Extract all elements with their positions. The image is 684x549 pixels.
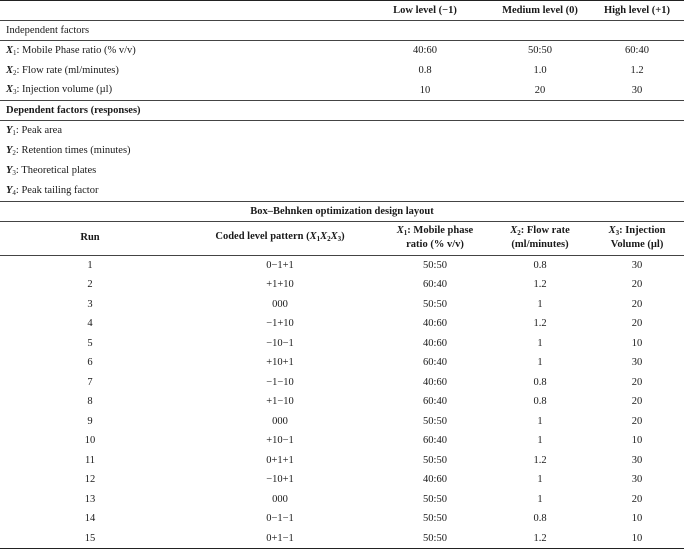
factor-text: : Mobile Phase ratio (% v/v) <box>17 45 136 56</box>
factor-medium: 1.0 <box>490 61 590 81</box>
injection-header <box>590 221 684 255</box>
col-medium-header: Medium level (0) <box>490 1 590 21</box>
injection-cell: 20 <box>590 392 684 412</box>
dependent-title: Dependent factors (responses) <box>0 101 684 121</box>
injection-cell: 30 <box>590 451 684 471</box>
run-cell: 13 <box>0 490 180 510</box>
pattern-cell: +10−1 <box>180 431 380 451</box>
flow-cell: 0.8 <box>490 392 590 412</box>
coded-x3: X <box>331 231 338 242</box>
response-var: Y <box>6 185 12 196</box>
mobile-cell: 50:50 <box>380 529 490 549</box>
flow-cell: 1 <box>490 490 590 510</box>
flow-cell: 1 <box>490 334 590 354</box>
injection-cell: 30 <box>590 470 684 490</box>
mobile-cell: 50:50 <box>380 412 490 432</box>
table-row <box>0 529 684 549</box>
mobile-cell: 50:50 <box>380 490 490 510</box>
run-cell: 3 <box>0 295 180 315</box>
pattern-cell: 0+1−1 <box>180 529 380 549</box>
bbd-title-row <box>0 201 684 221</box>
run-cell: 10 <box>0 431 180 451</box>
coded-x1: X <box>310 231 317 242</box>
table-row <box>0 353 684 373</box>
run-cell: 1 <box>0 255 180 275</box>
table-row <box>0 392 684 412</box>
factor-low: 40:60 <box>360 41 490 61</box>
pattern-cell: +1−10 <box>180 392 380 412</box>
bbd-title: Box–Behnken optimization design layout <box>0 201 684 221</box>
table-row <box>0 255 684 275</box>
mobile-cell: 40:60 <box>380 373 490 393</box>
flow-cell: 0.8 <box>490 509 590 529</box>
coded-x2: X <box>320 231 327 242</box>
independent-row <box>0 81 684 101</box>
factor-label <box>0 81 360 101</box>
factors-header-blank <box>0 1 360 21</box>
dependent-row <box>0 161 684 181</box>
response-var: Y <box>6 125 12 136</box>
mobile-line2: ratio (% v/v) <box>406 239 464 250</box>
independent-row <box>0 41 684 61</box>
run-cell: 8 <box>0 392 180 412</box>
response-text: : Retention times (minutes) <box>16 145 131 156</box>
coded-suffix: ) <box>341 231 345 242</box>
run-cell: 2 <box>0 275 180 295</box>
table-row <box>0 451 684 471</box>
table-row <box>0 412 684 432</box>
mobile-line1: : Mobile phase <box>407 225 473 236</box>
injection-cell: 10 <box>590 431 684 451</box>
mobile-cell: 50:50 <box>380 509 490 529</box>
mobile-cell: 50:50 <box>380 295 490 315</box>
injection-cell: 10 <box>590 529 684 549</box>
factors-table <box>0 0 684 201</box>
response-sub: 3 <box>12 169 16 177</box>
independent-title-row <box>0 21 684 41</box>
factor-label <box>0 41 360 61</box>
factor-sub: 1 <box>13 49 17 57</box>
factor-text: : Flow rate (ml/minutes) <box>17 65 119 76</box>
independent-row <box>0 61 684 81</box>
dependent-row <box>0 141 684 161</box>
response-text: : Theoretical plates <box>16 165 96 176</box>
injection-cell: 20 <box>590 314 684 334</box>
pattern-cell: 000 <box>180 295 380 315</box>
mobile-phase-header <box>380 221 490 255</box>
pattern-cell: 0−1+1 <box>180 255 380 275</box>
run-cell: 9 <box>0 412 180 432</box>
mobile-cell: 50:50 <box>380 451 490 471</box>
flow-cell: 1.2 <box>490 275 590 295</box>
flow-cell: 1 <box>490 431 590 451</box>
response-label <box>0 141 684 161</box>
factors-header-row <box>0 1 684 21</box>
pattern-cell: −1+10 <box>180 314 380 334</box>
factor-var: X <box>6 84 13 95</box>
run-cell: 6 <box>0 353 180 373</box>
run-cell: 11 <box>0 451 180 471</box>
mobile-cell: 60:40 <box>380 353 490 373</box>
flow-cell: 1 <box>490 412 590 432</box>
coded-pattern-header <box>180 221 380 255</box>
dependent-title-row <box>0 101 684 121</box>
factor-medium: 20 <box>490 81 590 101</box>
pattern-cell: 0+1+1 <box>180 451 380 471</box>
inj-line1: : Injection <box>619 225 665 236</box>
inj-sub: 3 <box>616 229 620 237</box>
table-row <box>0 373 684 393</box>
pattern-cell: 000 <box>180 412 380 432</box>
run-cell: 14 <box>0 509 180 529</box>
response-sub: 1 <box>12 129 16 137</box>
response-text: : Peak area <box>16 125 62 136</box>
run-cell: 4 <box>0 314 180 334</box>
table-row <box>0 490 684 510</box>
bbd-table <box>0 201 684 549</box>
col-high-header: High level (+1) <box>590 1 684 21</box>
mobile-cell: 40:60 <box>380 470 490 490</box>
pattern-cell: 000 <box>180 490 380 510</box>
factor-sub: 3 <box>13 88 17 96</box>
bbd-body <box>0 255 684 549</box>
injection-cell: 10 <box>590 334 684 354</box>
run-header: Run <box>0 221 180 255</box>
factor-low: 10 <box>360 81 490 101</box>
injection-cell: 20 <box>590 373 684 393</box>
factor-high: 60:40 <box>590 41 684 61</box>
response-sub: 2 <box>12 149 16 157</box>
table-row <box>0 431 684 451</box>
response-label <box>0 181 684 201</box>
factor-var: X <box>6 65 13 76</box>
factor-var: X <box>6 45 13 56</box>
flow-cell: 0.8 <box>490 255 590 275</box>
mobile-var: X <box>397 225 404 236</box>
coded-sub1: 1 <box>317 235 321 243</box>
response-text: : Peak tailing factor <box>16 185 99 196</box>
flow-cell: 1 <box>490 353 590 373</box>
flow-sub: 2 <box>517 229 521 237</box>
pattern-cell: −10−1 <box>180 334 380 354</box>
mobile-cell: 40:60 <box>380 334 490 354</box>
inj-line2: Volume (µl) <box>611 239 664 250</box>
mobile-cell: 60:40 <box>380 275 490 295</box>
factor-low: 0.8 <box>360 61 490 81</box>
run-cell: 15 <box>0 529 180 549</box>
pattern-cell: −10+1 <box>180 470 380 490</box>
mobile-cell: 60:40 <box>380 392 490 412</box>
coded-sub2: 2 <box>327 235 331 243</box>
mobile-cell: 40:60 <box>380 314 490 334</box>
factor-text: : Injection volume (µl) <box>17 84 113 95</box>
flow-cell: 1 <box>490 295 590 315</box>
pattern-cell: +10+1 <box>180 353 380 373</box>
pattern-cell: 0−1−1 <box>180 509 380 529</box>
coded-sub3: 3 <box>338 235 342 243</box>
pattern-cell: +1+10 <box>180 275 380 295</box>
flow-cell: 1.2 <box>490 529 590 549</box>
mobile-sub: 1 <box>404 229 408 237</box>
dependent-row <box>0 121 684 141</box>
inj-var: X <box>609 225 616 236</box>
flow-cell: 1.2 <box>490 451 590 471</box>
bbd-header-row <box>0 221 684 255</box>
flow-cell: 1 <box>490 470 590 490</box>
table-row <box>0 314 684 334</box>
mobile-cell: 50:50 <box>380 255 490 275</box>
flow-cell: 0.8 <box>490 373 590 393</box>
coded-prefix: Coded level pattern ( <box>215 231 309 242</box>
dependent-row <box>0 181 684 201</box>
factor-high: 30 <box>590 81 684 101</box>
injection-cell: 20 <box>590 412 684 432</box>
response-var: Y <box>6 165 12 176</box>
injection-cell: 30 <box>590 255 684 275</box>
injection-cell: 20 <box>590 490 684 510</box>
table-row <box>0 334 684 354</box>
run-cell: 7 <box>0 373 180 393</box>
factor-sub: 2 <box>13 69 17 77</box>
injection-cell: 10 <box>590 509 684 529</box>
table-row <box>0 509 684 529</box>
injection-cell: 20 <box>590 295 684 315</box>
response-label <box>0 121 684 141</box>
table-row <box>0 470 684 490</box>
response-label <box>0 161 684 181</box>
flow-var: X <box>510 225 517 236</box>
mobile-cell: 60:40 <box>380 431 490 451</box>
factor-label <box>0 61 360 81</box>
independent-title: Independent factors <box>0 21 684 41</box>
pattern-cell: −1−10 <box>180 373 380 393</box>
flow-cell: 1.2 <box>490 314 590 334</box>
factor-medium: 50:50 <box>490 41 590 61</box>
table-row <box>0 295 684 315</box>
factor-high: 1.2 <box>590 61 684 81</box>
run-cell: 5 <box>0 334 180 354</box>
table-row <box>0 275 684 295</box>
injection-cell: 30 <box>590 353 684 373</box>
injection-cell: 20 <box>590 275 684 295</box>
flow-rate-header <box>490 221 590 255</box>
response-sub: 4 <box>12 189 16 197</box>
response-var: Y <box>6 145 12 156</box>
col-low-header: Low level (−1) <box>360 1 490 21</box>
flow-line2: (ml/minutes) <box>511 239 568 250</box>
flow-line1: : Flow rate <box>521 225 570 236</box>
run-cell: 12 <box>0 470 180 490</box>
